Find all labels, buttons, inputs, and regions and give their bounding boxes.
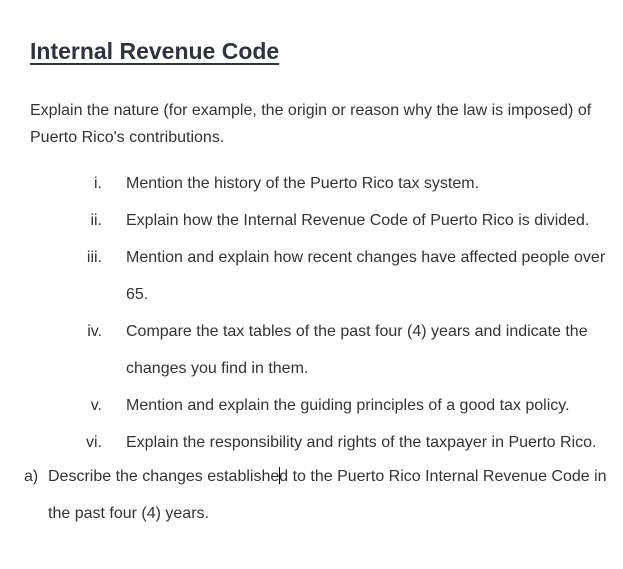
list-item bbox=[30, 313, 620, 387]
list-item bbox=[30, 165, 620, 202]
list-item bbox=[30, 424, 620, 461]
list-item bbox=[30, 202, 620, 239]
list-item-number: iii. bbox=[86, 249, 102, 266]
list-item-number: iv. bbox=[87, 323, 102, 340]
list-item-number: ii. bbox=[90, 212, 102, 229]
list-item-number: i. bbox=[94, 175, 102, 192]
list-item-text-before-cursor: Describe the changes establishe bbox=[48, 468, 280, 485]
roman-numeral-list bbox=[30, 165, 620, 461]
list-item-text: Mention and explain how recent changes have affected people over 65. bbox=[126, 249, 606, 303]
list-item-text: Mention the history of the Puerto Rico tax system. bbox=[126, 175, 480, 192]
list-item-number: vi. bbox=[86, 434, 102, 451]
lettered-list-item[interactable] bbox=[24, 458, 608, 532]
intro-paragraph: Explain the nature (for example, the origin or reason why the law is imposed) of Puerto Rico's contributions. bbox=[30, 102, 592, 146]
list-item-text: Compare the tax tables of the past four (4) years and indicate the changes you find in them. bbox=[126, 323, 588, 377]
list-item bbox=[30, 387, 620, 424]
list-item-number: v. bbox=[90, 397, 102, 414]
list-item-text: Explain the responsibility and rights of the taxpayer in Puerto Rico. bbox=[126, 434, 597, 451]
list-item bbox=[30, 239, 620, 313]
list-item-letter: a) bbox=[24, 468, 39, 485]
list-item-text-after-cursor: d to the Puerto Rico Internal Revenue Code in the past four (4) years. bbox=[48, 468, 607, 522]
document-title: Internal Revenue Code bbox=[30, 38, 280, 64]
list-item-text: Explain how the Internal Revenue Code of Puerto Rico is divided. bbox=[126, 212, 590, 229]
list-item-text: Mention and explain the guiding principles of a good tax policy. bbox=[126, 397, 570, 414]
